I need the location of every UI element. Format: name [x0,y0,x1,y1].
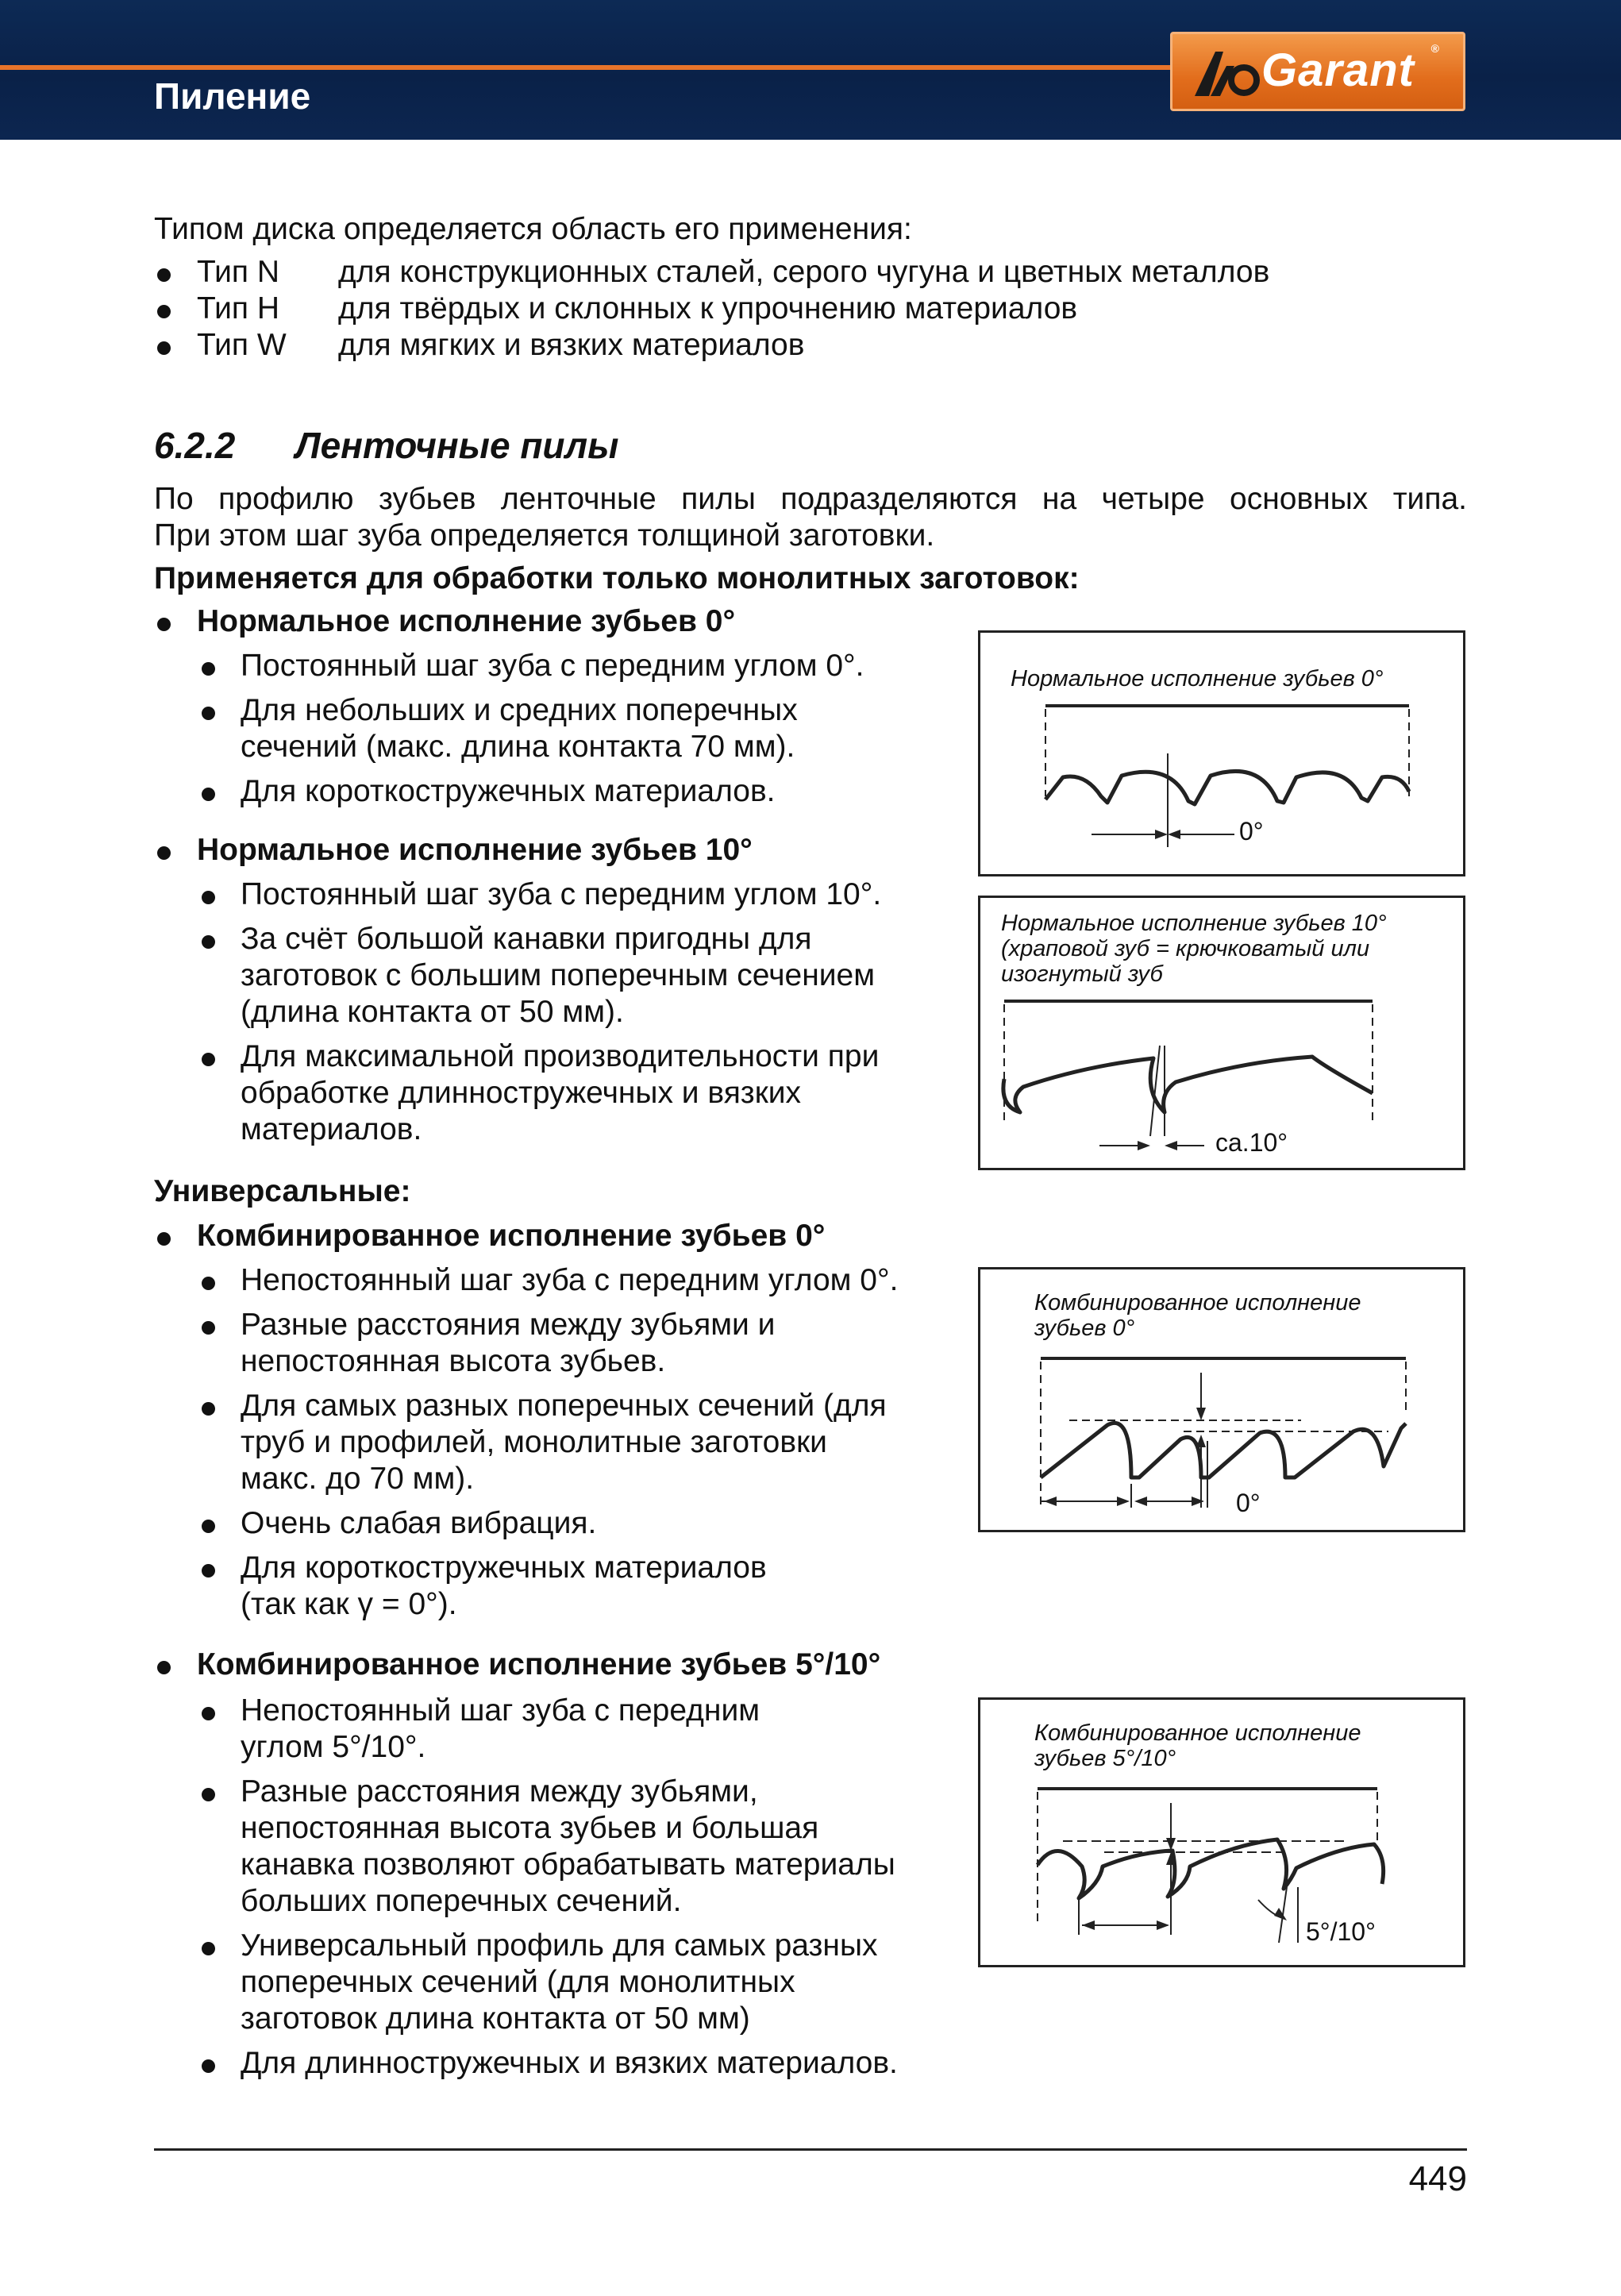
page-number: 449 [1408,2159,1467,2198]
type-n-desc: для конструкционных сталей, серого чугуна и цветных металлов [338,255,1270,289]
list-item: Для самых разных поперечных сечений (для [241,1389,887,1423]
list-item: труб и профилей, монолитные заготовки [241,1425,827,1459]
bullet [157,268,171,282]
bullet [157,341,171,355]
garant-logo-icon [1192,48,1263,99]
saw-teeth-diagram [980,1700,1468,1970]
list-item: материалов. [241,1112,422,1146]
angle-label: ca.10° [1215,1128,1288,1157]
group-title-combined-5-10: Комбинированное исполнение зубьев 5°/10° [197,1647,881,1682]
figure-caption: Комбинированное исполнение [1034,1290,1361,1316]
garant-logo [1170,32,1465,111]
sub-bullet [202,1707,215,1720]
list-item: Постоянный шаг зуба с передним углом 0°. [241,649,864,683]
bullet [157,1661,171,1674]
angle-label: 0° [1236,1489,1261,1517]
bullet [157,846,171,860]
saw-teeth-diagram [980,1269,1468,1535]
list-item: Для короткостружечных материалов. [241,774,776,808]
sub-bullet [202,1053,215,1066]
list-item: Для максимальной производительности при [241,1039,880,1073]
type-w-desc: для мягких и вязких материалов [338,328,805,362]
solid-workpieces-heading: Применяется для обработки только монолитных заготовок: [154,561,1080,595]
list-item: непостоянная высота зубьев и большая [241,1811,819,1845]
list-item: Разные расстояния между зубьями, [241,1774,758,1809]
group-title-normal-0: Нормальное исполнение зубьев 0° [197,604,736,638]
sub-bullet [202,788,215,801]
figure-caption: (храповой зуб = крючковатый или [1001,936,1370,961]
list-item: (длина контакта от 50 мм). [241,995,624,1029]
list-item: За счёт большой канавки пригодны для [241,922,812,956]
saw-teeth-diagram [980,633,1468,879]
bullet [157,1232,171,1246]
list-item: Непостоянный шаг зуба с передним углом 0°. [241,1263,899,1297]
list-item: Разные расстояния между зубьями и [241,1308,776,1342]
sub-bullet [202,707,215,720]
figure-caption: зубьев 0° [1034,1316,1135,1341]
figure-caption: Нормальное исполнение зубьев 0° [1011,666,1384,691]
header-title: Пиление [154,75,311,117]
sub-bullet [202,1402,215,1416]
footer-rule [154,2148,1467,2151]
list-item: заготовок длина контакта от 50 мм) [241,2001,750,2036]
page-header [0,0,1621,140]
list-item: Для длинностружечных и вязких материалов. [241,2046,898,2080]
group-title-normal-10: Нормальное исполнение зубьев 10° [197,833,753,867]
sub-bullet [202,1520,215,1533]
section-number: 6.2.2 [154,425,236,466]
list-item: (так как γ = 0°). [241,1587,457,1621]
list-item: Универсальный профиль для самых разных [241,1928,878,1963]
intro-lead: Типом диска определяется область его применения: [154,212,912,246]
section-paragraph-line-1: По профилю зубьев ленточные пилы подразделяются на четыре основных типа. [154,482,1467,516]
sub-bullet [202,1564,215,1578]
list-item: Очень слабая вибрация. [241,1506,597,1540]
list-item: канавка позволяют обрабатывать материалы [241,1847,895,1882]
logo-registered-mark: ® [1430,42,1439,55]
figure-caption: Нормальное исполнение зубьев 10° [1001,911,1387,936]
sub-bullet [202,935,215,949]
list-item: поперечных сечений (для монолитных [241,1965,795,1999]
sub-bullet [202,1942,215,1955]
type-w-name: Тип W [197,328,287,362]
type-h-name: Тип H [197,291,280,326]
list-item: сечений (макс. длина контакта 70 мм). [241,730,795,764]
section-heading [154,424,618,467]
bullet [157,305,171,318]
angle-label: 0° [1239,817,1264,846]
list-item: Для короткостружечных материалов [241,1551,767,1585]
list-item: углом 5°/10°. [241,1730,426,1764]
sub-bullet [202,1277,215,1290]
header-accent-line [0,65,1175,70]
figure-combined-5-10 [978,1697,1465,1967]
list-item: макс. до 70 мм). [241,1462,475,1496]
figure-normal-10 [978,896,1465,1170]
list-item: заготовок с большим поперечным сечением [241,958,876,992]
group-title-combined-0: Комбинированное исполнение зубьев 0° [197,1219,826,1253]
figure-caption: Комбинированное исполнение [1034,1720,1361,1746]
sub-bullet [202,2059,215,2073]
sub-bullet [202,891,215,904]
list-item: больших поперечных сечений. [241,1884,682,1918]
type-n-name: Тип N [197,255,280,289]
figure-normal-0 [978,630,1465,876]
figure-combined-0 [978,1267,1465,1532]
angle-label: 5°/10° [1306,1917,1376,1946]
sub-bullet [202,1321,215,1335]
list-item: Для небольших и средних поперечных [241,693,798,727]
bullet [157,618,171,631]
list-item: обработке длинностружечных и вязких [241,1076,802,1110]
section-title: Ленточные пилы [295,425,619,466]
logo-wordmark: Garant [1261,44,1415,96]
list-item: Непостоянный шаг зуба с передним [241,1693,760,1728]
sub-bullet [202,1788,215,1801]
figure-caption: изогнутый зуб [1001,961,1163,987]
figure-caption: зубьев 5°/10° [1034,1746,1176,1771]
universal-heading: Универсальные: [154,1174,411,1208]
section-paragraph-line-2: При этом шаг зуба определяется толщиной заготовки. [154,518,935,553]
type-h-desc: для твёрдых и склонных к упрочнению материалов [338,291,1078,326]
list-item: непостоянная высота зубьев. [241,1344,666,1378]
sub-bullet [202,662,215,676]
list-item: Постоянный шаг зуба с передним углом 10°. [241,877,882,911]
